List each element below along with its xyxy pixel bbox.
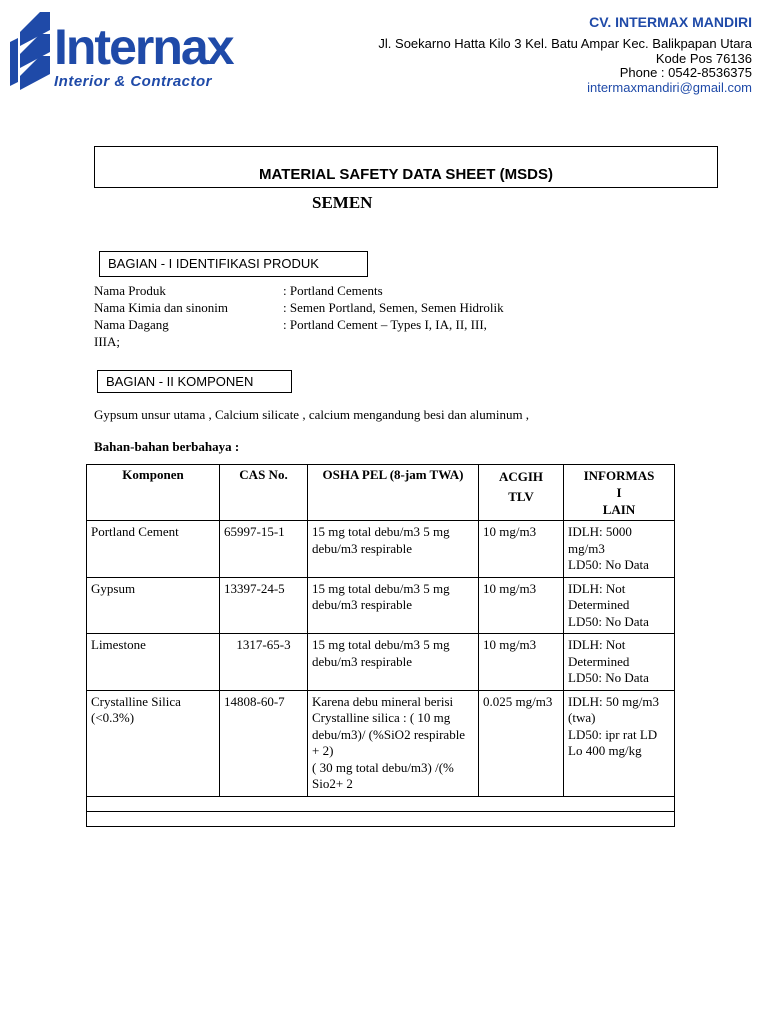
empty-cell (87, 811, 675, 826)
cell-komponen: Gypsum (87, 577, 220, 634)
hazard-table (86, 464, 675, 827)
field-value-nama-dagang: : Portland Cement – Types I, IA, II, III, (283, 317, 487, 332)
components-paragraph: Gypsum unsur utama , Calcium silicate , calcium mengandung besi dan aluminum , (94, 407, 530, 422)
logo-wordmark: Internax (54, 19, 233, 75)
cell-osha: 15 mg total debu/m3 5 mg debu/m3 respirable (308, 634, 479, 691)
table-row-empty (87, 811, 675, 826)
cell-info: IDLH: 50 mg/m3 (twa) LD50: ipr rat LD Lo 400 mg/kg (564, 690, 675, 796)
cell-cas: 65997-15-1 (220, 521, 308, 578)
cell-info: IDLH: Not Determined LD50: No Data (564, 577, 675, 634)
col-header-info: INFORMAS I LAIN (564, 465, 675, 521)
cell-cas: 13397-24-5 (220, 577, 308, 634)
table-row (87, 577, 675, 634)
cell-acgih: 10 mg/m3 (479, 634, 564, 691)
col-header-osha: OSHA PEL (8-jam TWA) (308, 465, 479, 521)
cell-komponen: Limestone (87, 634, 220, 691)
cell-acgih: 10 mg/m3 (479, 521, 564, 578)
field-value-wrap: IIIA; (94, 334, 120, 349)
cell-info: IDLH: Not Determined LD50: No Data (564, 634, 675, 691)
table-row (87, 690, 675, 796)
table-row (87, 521, 675, 578)
cell-acgih: 0.025 mg/m3 (479, 690, 564, 796)
logo-tagline: Interior & Contractor (54, 73, 213, 90)
cell-acgih: 10 mg/m3 (479, 577, 564, 634)
col-header-cas: CAS No. (220, 465, 308, 521)
cell-komponen: Crystalline Silica (<0.3%) (87, 690, 220, 796)
table-row-empty (87, 796, 675, 811)
field-value-nama-kimia: : Semen Portland, Semen, Semen Hidrolik (283, 300, 504, 315)
field-label-nama-dagang: Nama Dagang (94, 317, 169, 332)
cell-osha: 15 mg total debu/m3 5 mg debu/m3 respirable (308, 521, 479, 578)
cell-komponen: Portland Cement (87, 521, 220, 578)
company-address: Jl. Soekarno Hatta Kilo 3 Kel. Batu Ampar Kec. Balikpapan Utara (378, 36, 752, 51)
cell-cas: 14808-60-7 (220, 690, 308, 796)
cell-osha: 15 mg total debu/m3 5 mg debu/m3 respirable (308, 577, 479, 634)
table-row (87, 634, 675, 691)
cell-osha: Karena debu mineral berisi Crystalline silica : ( 10 mg debu/m3)/ (%SiO2 respirable + 2) ( 30 mg total debu/m3) /(% Sio2+ 2 (308, 690, 479, 796)
col-header-acgih: ACGIH TLV (479, 465, 564, 521)
field-value-nama-produk: : Portland Cements (283, 283, 383, 298)
logo-mark-icon (10, 12, 50, 92)
field-label-nama-kimia: Nama Kimia dan sinonim (94, 300, 228, 315)
cell-cas: 1317-65-3 (220, 634, 308, 691)
col-header-komponen: Komponen (87, 465, 220, 521)
company-email: intermaxmandiri@gmail.com (587, 80, 752, 95)
document-subtitle: SEMEN (312, 193, 373, 212)
empty-cell (87, 796, 675, 811)
section-1-heading: BAGIAN - I IDENTIFIKASI PRODUK (99, 251, 368, 277)
document-title: MATERIAL SAFETY DATA SHEET (MSDS) (259, 166, 553, 183)
company-postal-code: Kode Pos 76136 (655, 51, 752, 66)
section-2-heading: BAGIAN - II KOMPONEN (97, 370, 292, 393)
company-phone: Phone : 0542-8536375 (619, 65, 752, 80)
field-label-nama-produk: Nama Produk (94, 283, 166, 298)
cell-info: IDLH: 5000 mg/m3 LD50: No Data (564, 521, 675, 578)
table-header-row (87, 465, 675, 521)
company-name: CV. INTERMAX MANDIRI (589, 14, 752, 30)
hazardous-subheading: Bahan-bahan berbahaya : (94, 439, 240, 454)
